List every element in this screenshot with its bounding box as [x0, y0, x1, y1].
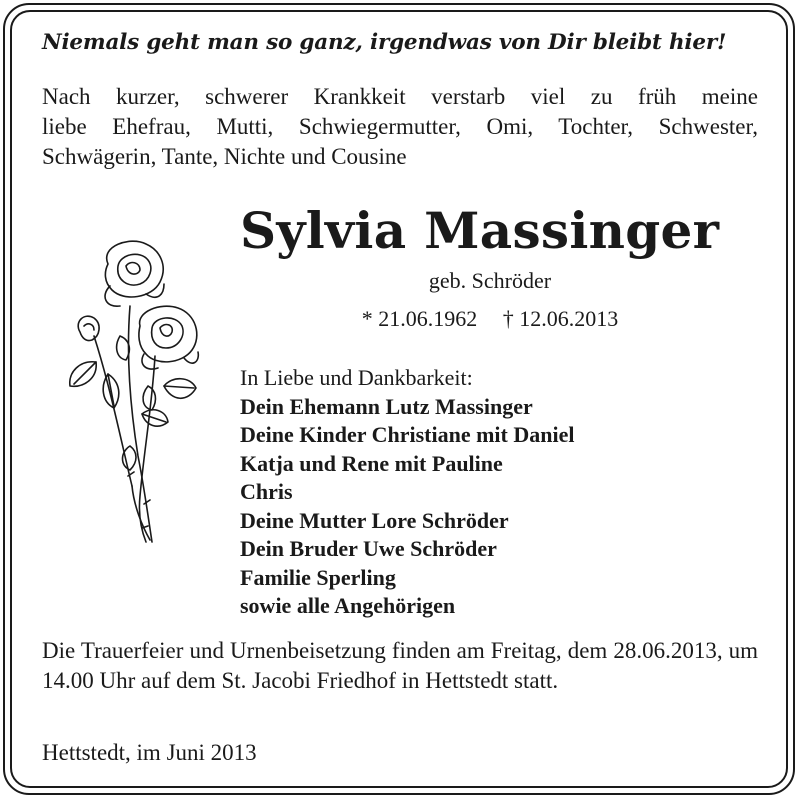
- mourner-line: Dein Bruder Uwe Schröder: [240, 536, 497, 561]
- mourner-line: Chris: [240, 479, 293, 504]
- intro-line: Schwägerin, Tante, Nichte und Cousine: [42, 144, 407, 169]
- birth-date: * 21.06.1962: [361, 306, 478, 331]
- death-date: † 12.06.2013: [502, 306, 619, 331]
- mourners-lead: In Liebe und Dankbarkeit:: [240, 365, 473, 390]
- birth-name: geb. Schröder: [428, 268, 552, 293]
- mourner-line: Deine Mutter Lore Schröder: [240, 507, 509, 533]
- motto-heading: Niemals geht man so ganz, irgendwas von Dir bleibt hier!: [42, 30, 727, 55]
- life-dates: [240, 306, 740, 332]
- mourner-line: Familie Sperling: [240, 564, 396, 590]
- deceased-name: Sylvia Massinger: [240, 201, 720, 260]
- mourner-line: sowie alle Angehörigen: [240, 593, 456, 618]
- intro-text: [42, 82, 758, 172]
- intro-line: liebe Ehefrau, Mutti, Schwiegermutter, Omi, Tochter, Schwester,: [42, 114, 758, 139]
- mourners-block: [240, 364, 760, 621]
- mourner-line: Deine Kinder Christiane mit Daniel: [240, 422, 575, 447]
- ceremony-text: Die Trauerfeier und Urnenbeisetzung finden am Freitag, dem 28.06.2013, um 14.00 Uhr auf dem St. Jacobi Friedhof in Hettstedt statt.: [42, 638, 758, 693]
- rose-illustration-icon: [60, 236, 210, 548]
- intro-line: Nach kurzer, schwerer Krankkeit verstarb viel zu früh meine: [42, 84, 758, 109]
- place-date: Hettstedt, im Juni 2013: [42, 740, 257, 765]
- mourner-line: Dein Ehemann Lutz Massinger: [240, 393, 533, 419]
- mourner-line: Katja und Rene mit Pauline: [240, 450, 503, 476]
